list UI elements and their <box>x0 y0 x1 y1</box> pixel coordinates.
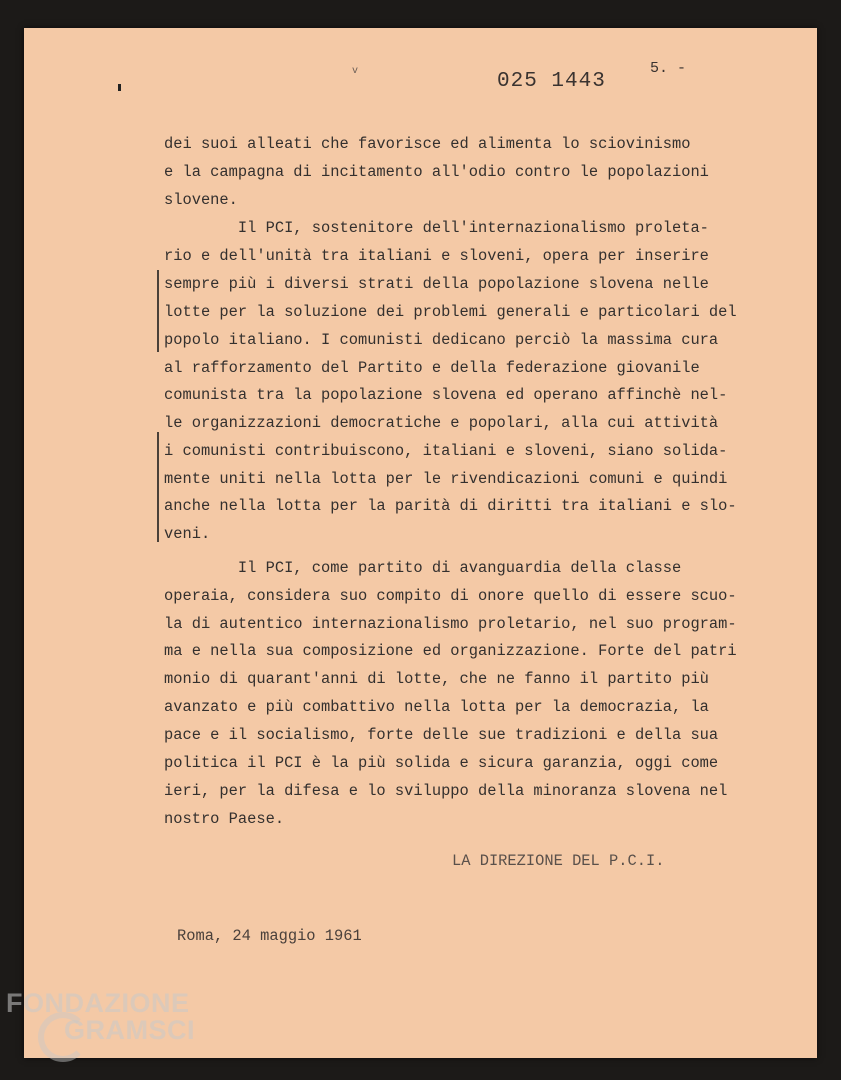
text-line: pace e il socialismo, forte delle sue tradizioni e della sua <box>164 726 719 744</box>
watermark-logo <box>6 988 195 1046</box>
ink-mark <box>118 84 121 91</box>
text-line: politica il PCI è la più solida e sicura garanzia, oggi come <box>164 754 719 772</box>
text-line: rio e dell'unità tra italiani e sloveni, opera per inserire <box>164 247 709 265</box>
text-line: ieri, per la difesa e lo sviluppo della minoranza slovena nel <box>164 782 728 800</box>
text-line: operaia, considera suo compito di onore quello di essere scuo- <box>164 587 737 605</box>
text-line: le organizzazioni democratiche e popolari, alla cui attività <box>164 414 719 432</box>
archive-code: 025 1443 <box>497 70 606 93</box>
text-line: monio di quarant'anni di lotte, che ne fanno il partito più <box>164 670 709 688</box>
text-line: mente uniti nella lotta per le rivendicazioni comuni e quindi <box>164 470 728 488</box>
check-mark: v <box>352 66 359 77</box>
date-line: Roma, 24 maggio 1961 <box>177 927 362 945</box>
document-page <box>24 28 817 1058</box>
watermark-line2: GRAMSCI <box>64 1015 195 1045</box>
signature: LA DIREZIONE DEL P.C.I. <box>452 852 665 870</box>
text-line: nostro Paese. <box>164 810 285 828</box>
text-line: avanzato e più combattivo nella lotta per la democrazia, la <box>164 698 709 716</box>
text-line: popolo italiano. I comunisti dedicano perciò la massima cura <box>164 331 719 349</box>
logo-g-icon <box>38 1012 88 1062</box>
page-number: 5. - <box>650 60 687 77</box>
text-line: slovene. <box>164 191 238 209</box>
text-line: lotte per la soluzione dei problemi generali e particolari del <box>164 303 737 321</box>
text-line: anche nella lotta per la parità di diritti tra italiani e slo- <box>164 497 737 515</box>
text-line: comunista tra la popolazione slovena ed operano affinchè nel- <box>164 386 728 404</box>
text-line: veni. <box>164 525 211 543</box>
margin-bracket <box>157 432 162 542</box>
text-line: i comunisti contribuiscono, italiani e sloveni, siano solida- <box>164 442 728 460</box>
text-line: Il PCI, sostenitore dell'internazionalismo proleta- <box>164 219 709 237</box>
text-line: al rafforzamento del Partito e della federazione giovanile <box>164 359 700 377</box>
margin-bracket <box>157 270 162 352</box>
text-line: dei suoi alleati che favorisce ed alimenta lo sciovinismo <box>164 135 691 153</box>
watermark-line1: FONDAZIONE <box>6 988 190 1018</box>
text-line: la di autentico internazionalismo proletario, nel suo program- <box>164 615 737 633</box>
text-line: ma e nella sua composizione ed organizzazione. Forte del patri <box>164 642 737 660</box>
text-line: sempre più i diversi strati della popolazione slovena nelle <box>164 275 709 293</box>
text-line: e la campagna di incitamento all'odio contro le popolazioni <box>164 163 709 181</box>
text-line: Il PCI, come partito di avanguardia della classe <box>164 559 682 577</box>
